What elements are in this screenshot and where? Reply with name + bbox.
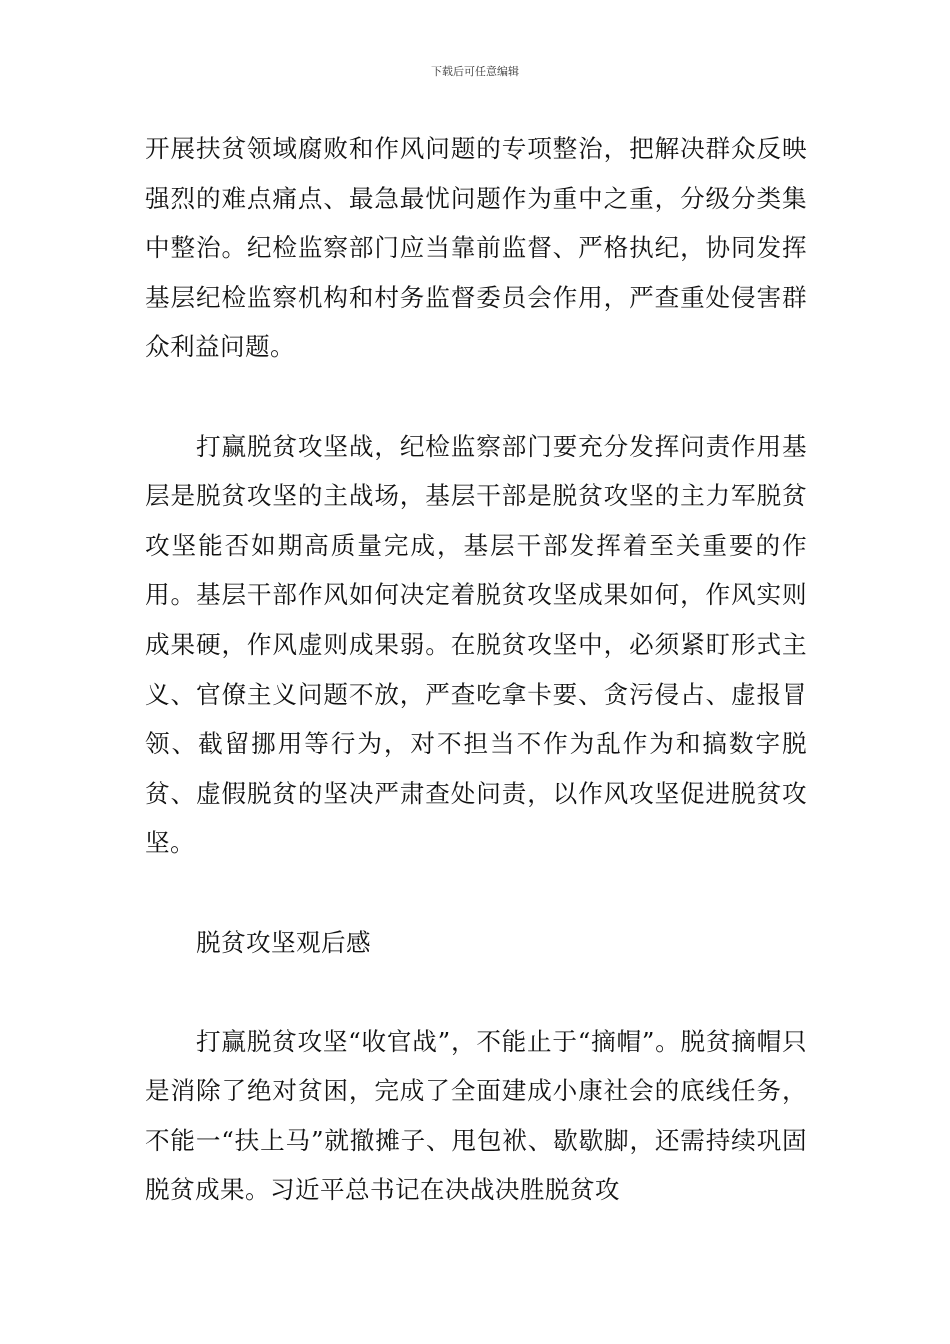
paragraph-gap — [145, 967, 807, 1017]
page-header-note: 下载后可任意编辑 — [431, 65, 519, 78]
paragraph-2: 打赢脱贫攻坚战，纪检监察部门要充分发挥问责作用基层是脱贫攻坚的主战场，基层干部是脱贫攻坚的主力军脱贫攻坚能否如期高质量完成，基层干部发挥着至关重要的作用。基层干部作风如何决定着脱贫攻坚成果如何，作风实则成果硬，作风虚则成果弱。在脱贫攻坚中，必须紧盯形式主义、官僚主义问题不放，严查吃拿卡要、贪污侵占、虚报冒领、截留挪用等行为，对不担当不作为乱作为和搞数字脱贫、虚假脱贫的坚决严肃查处问责，以作风攻坚促进脱贫攻坚。 — [145, 431, 807, 858]
paragraph-gap — [145, 372, 807, 422]
paragraph-1: 开展扶贫领域腐败和作风问题的专项整治，把解决群众反映强烈的难点痛点、最急最忧问题作为重中之重，分级分类集中整治。纪检监察部门应当靠前监督、严格执纪，协同发挥基层纪检监察机构和村务监督委员会作用，严查重处侵害群众利益问题。 — [145, 134, 807, 362]
paragraph-3: 打赢脱贫攻坚“收官战”，不能止于“摘帽”。脱贫摘帽只是消除了绝对贫困，完成了全面建成小康社会的底线任务，不能一“扶上马”就撤摊子、甩包袱、歇歇脚，还需持续巩固脱贫成果。习近平总书记在决战决胜脱贫攻 — [145, 1026, 807, 1205]
paragraph-gap — [145, 868, 807, 918]
document-body — [145, 124, 807, 1215]
section-title: 脱贫攻坚观后感 — [196, 927, 371, 957]
